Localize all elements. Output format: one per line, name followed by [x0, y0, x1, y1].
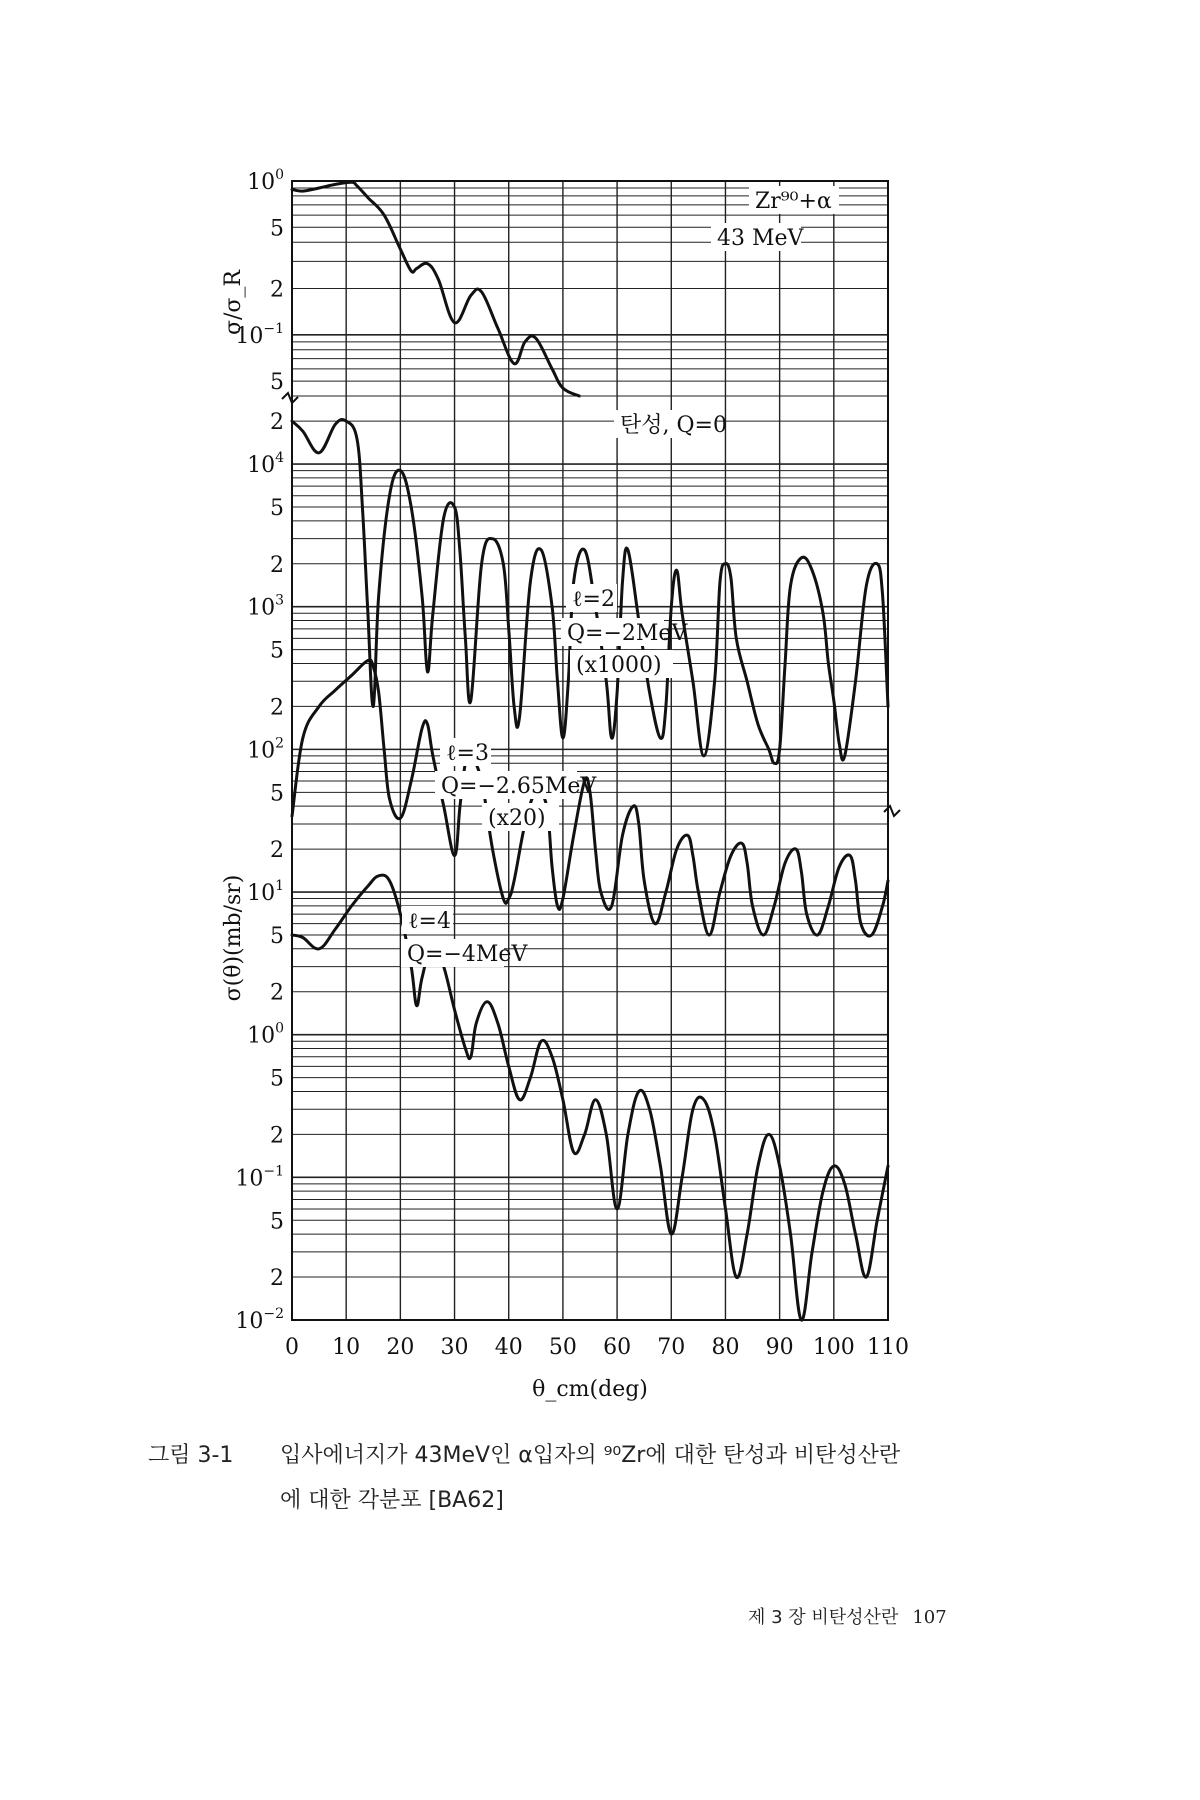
y-tick-label: 2: [270, 695, 284, 721]
x-tick-label: 90: [765, 1335, 794, 1360]
x-tick-label: 70: [657, 1335, 686, 1360]
series-group: [292, 182, 888, 1320]
chapter-title: 제 3 장 비탄성산란: [748, 1607, 899, 1628]
y-tick-label: 5: [270, 216, 284, 242]
plot-frame: [292, 181, 888, 1320]
annotation-q2: Q=−2MeV: [567, 621, 688, 646]
x-axis: [285, 1335, 909, 1402]
y-tick-label: 2: [270, 838, 284, 864]
y-tick-label: 2: [270, 410, 284, 436]
grid: [292, 181, 888, 1320]
y-tick-label: 5: [270, 1209, 284, 1235]
annotation-elastic: 탄성, Q=0: [620, 413, 727, 438]
y-axis-1: [221, 410, 284, 1334]
y-tick-label: 5: [270, 1066, 284, 1092]
annotation-q4: Q=−4MeV: [407, 942, 528, 967]
y-tick-label: 5: [270, 496, 284, 522]
y-tick-label: 2: [270, 1266, 284, 1292]
x-tick-label: 0: [285, 1335, 299, 1360]
x-tick-label: 60: [603, 1335, 632, 1360]
y-tick-label: $10^3$: [247, 592, 284, 621]
y-tick-label: $10^{-1}$: [235, 320, 284, 349]
y-tick-label: 5: [270, 370, 284, 396]
axis-break-left: [282, 393, 298, 403]
annotation-x20: (x20): [488, 806, 546, 831]
x-tick-label: 80: [711, 1335, 740, 1360]
y-tick-label: 5: [270, 781, 284, 807]
y-tick-label: 2: [270, 277, 284, 303]
y-tick-label: $10^0$: [247, 167, 284, 195]
y-tick-label: 2: [270, 552, 284, 578]
caption-line-1: 입사에너지가 43MeV인 α입자의 ⁹⁰Zr에 대한 탄성과 비탄성산란: [280, 1443, 901, 1468]
x-tick-label: 110: [867, 1335, 909, 1360]
y-tick-label: $10^1$: [247, 878, 284, 907]
annotation-q3: Q=−2.65MeV: [441, 774, 597, 799]
x-tick-label: 10: [332, 1335, 361, 1360]
axis-break-right: [884, 806, 900, 816]
annotation-zr90-alpha: Zr⁹⁰+α: [755, 189, 832, 214]
page-number: 107: [912, 1607, 947, 1628]
page-footer: [748, 1603, 947, 1629]
x-tick-label: 30: [440, 1335, 469, 1360]
y-tick-label: $10^2$: [247, 735, 284, 764]
figure-number: 그림 3-1: [148, 1443, 234, 1468]
annotation-l3: ℓ=3: [446, 741, 489, 766]
x-tick-label: 40: [494, 1335, 523, 1360]
y-tick-label: 5: [270, 638, 284, 664]
x-tick-label: 20: [386, 1335, 415, 1360]
y-tick-label: 5: [270, 923, 284, 949]
annotation-l4: ℓ=4: [408, 909, 451, 934]
series-3: [292, 875, 888, 1320]
series-0: [292, 182, 579, 396]
y-tick-label: $10^0$: [247, 1020, 284, 1049]
annotation-x1000: (x1000): [576, 653, 662, 678]
figure-caption: [148, 1438, 1078, 1514]
caption-line-2: 에 대한 각분포 [BA62]: [280, 1488, 504, 1513]
series-line: [292, 875, 888, 1320]
y-tick-label: $10^{-1}$: [235, 1163, 284, 1192]
series-line: [292, 182, 579, 396]
annotation-43mev: 43 MeV: [717, 226, 804, 251]
y-tick-label: 2: [270, 980, 284, 1006]
y-tick-label: $10^{-2}$: [235, 1306, 284, 1334]
x-tick-label: 100: [812, 1335, 855, 1360]
annotation-l2: ℓ=2: [572, 587, 615, 612]
x-tick-label: 50: [548, 1335, 577, 1360]
y-axis-label: σ(θ)(mb/sr): [221, 874, 246, 1002]
x-axis-label: θ_cm(deg): [532, 1377, 648, 1402]
y-tick-label: 2: [270, 1123, 284, 1149]
y-tick-label: $10^4$: [247, 450, 284, 479]
y-axis-0: [221, 167, 284, 395]
y-axis-label: σ/σ_R: [221, 269, 246, 336]
